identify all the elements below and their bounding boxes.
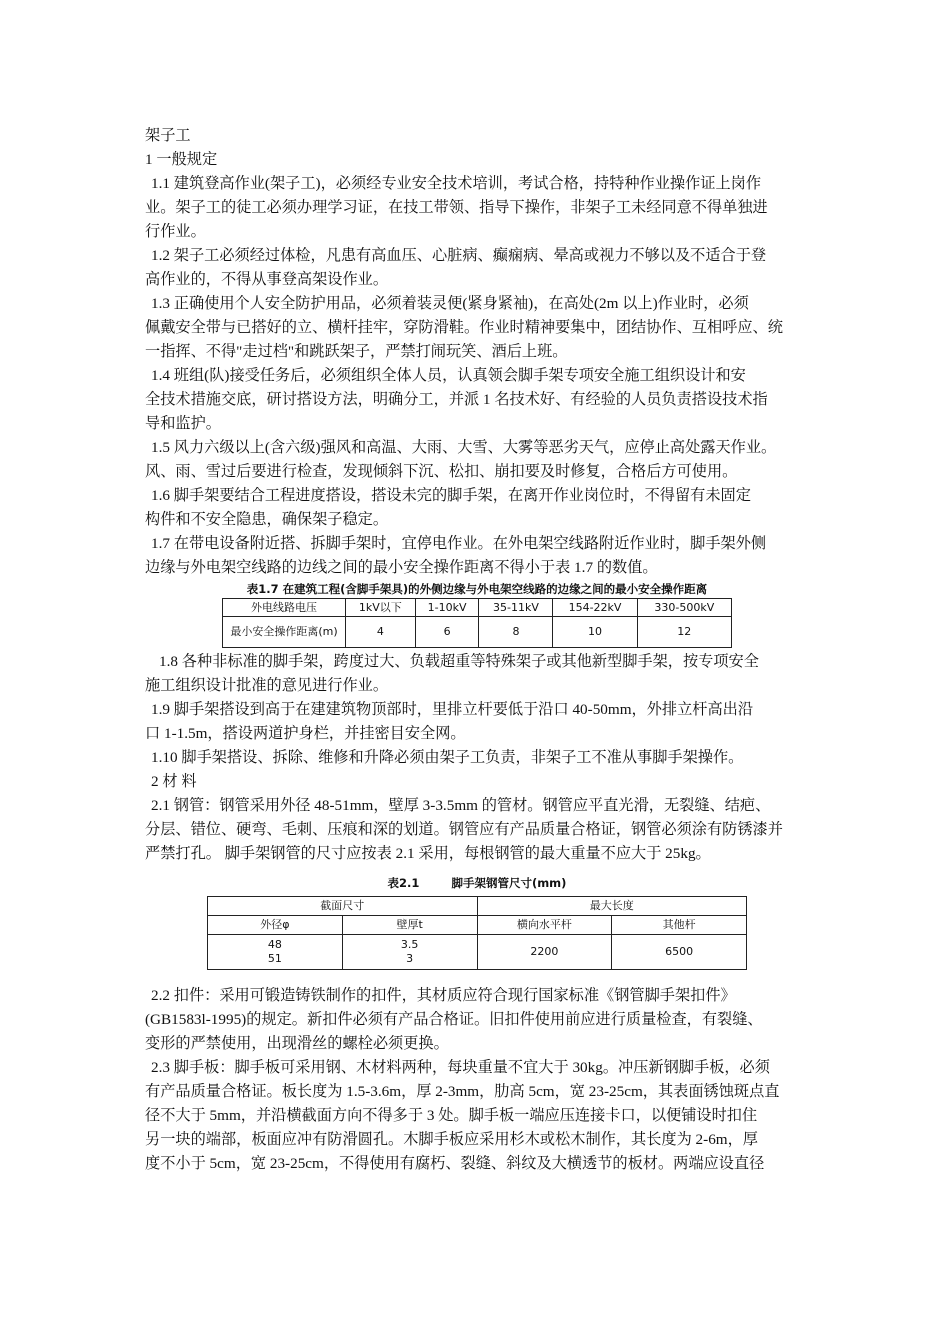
text-line: 分层、错位、硬弯、毛刺、压痕和深的划道。钢管应有产品质量合格证，钢管必须涂有防锈漆并 bbox=[145, 821, 783, 838]
text-line: 1.7 在带电设备附近搭、拆脚手架时，宜停电作业。在外电架空线路附近作业时，脚手架外侧 bbox=[151, 535, 767, 552]
section-heading-1: 1 一般规定 bbox=[145, 151, 218, 168]
cell-value: 48 bbox=[267, 938, 282, 951]
paragraph-1-8 bbox=[145, 650, 825, 698]
paragraph-1-9 bbox=[145, 698, 825, 746]
text-line: 另一块的端部，板面应冲有防滑圆孔。木脚手板应采用杉木或松木制作，其长度为 2-6m，厚 bbox=[145, 1131, 758, 1148]
text-line: 径不大于 5mm，并沿横截面方向不得多于 3 处。脚手板一端应压连接卡口，以便铺设时扣住 bbox=[145, 1107, 758, 1124]
text-line: 行作业。 bbox=[145, 223, 206, 240]
table-caption: 表2.1 脚手架钢管尺寸(mm) bbox=[387, 876, 567, 890]
table-row bbox=[208, 935, 747, 970]
paragraph-1-7 bbox=[145, 532, 825, 580]
cell-value: 51 bbox=[267, 952, 282, 965]
text-line: 施工组织设计批准的意见进行作业。 bbox=[145, 677, 388, 694]
table-cell: 4 bbox=[346, 617, 416, 648]
text-line: 风、雨、雪过后要进行检查，发现倾斜下沉、松扣、崩扣要及时修复，合格后方可使用。 bbox=[145, 463, 738, 480]
table-cell: 12 bbox=[637, 617, 731, 648]
paragraph-2-3 bbox=[145, 1056, 825, 1176]
table-row bbox=[208, 916, 747, 935]
text-line: 2.3 脚手板：脚手板可采用钢、木材料两种，每块重量不宜大于 30kg。冲压新钢脚手板，必须 bbox=[151, 1059, 770, 1076]
text-line: 1.1 建筑登高作业(架子工)，必须经专业安全技术培训，考试合格，持特种作业操作证上岗作 bbox=[151, 175, 762, 192]
paragraph-1-2 bbox=[145, 244, 825, 292]
table-cell: 横向水平杆 bbox=[477, 916, 612, 935]
text-line: 构件和不安全隐患，确保架子稳定。 bbox=[145, 511, 388, 528]
text-line: 变形的严禁使用，出现滑丝的螺栓必须更换。 bbox=[145, 1035, 449, 1052]
table-cell: 1kV以下 bbox=[346, 599, 416, 617]
table-2-1 bbox=[207, 872, 747, 970]
text-line: 全技术措施交底，研讨搭设方法，明确分工，并派 1 名技术好、有经验的人员负责搭设技术指 bbox=[145, 391, 768, 408]
table-cell: 1-10kV bbox=[415, 599, 479, 617]
table-cell: 2200 bbox=[477, 935, 612, 970]
text-line: 度不小于 5cm，宽 23-25cm，不得使用有腐朽、裂缝、斜纹及大横透节的板材。两端应设直径 bbox=[145, 1155, 765, 1172]
steel-pipe-table bbox=[207, 896, 747, 970]
text-line: 1.6 脚手架要结合工程进度搭设，搭设未完的脚手架，在离开作业岗位时，不得留有未固定 bbox=[151, 487, 751, 504]
text-line: 1.5 风力六级以上(含六级)强风和高温、大雨、大雪、大雾等恶劣天气，应停止高处露天作业。 bbox=[151, 439, 777, 456]
paragraph-1-1 bbox=[145, 172, 825, 244]
text-line: 1.9 脚手架搭设到高于在建建筑物顶部时，里排立杆要低于沿口 40-50mm，外排立杆高出沿 bbox=[151, 701, 754, 718]
text-line: 1.8 各种非标准的脚手架，跨度过大、负载超重等特殊架子或其他新型脚手架，按专项安全 bbox=[159, 653, 759, 670]
text-line: 高作业的，不得从事登高架设作业。 bbox=[145, 271, 388, 288]
table-row bbox=[208, 897, 747, 916]
distance-table bbox=[222, 598, 732, 648]
table-cell bbox=[342, 935, 477, 970]
text-line: 边缘与外电架空线路的边线之间的最小安全操作距离不得小于表 1.7 的数值。 bbox=[145, 559, 658, 576]
text-line: 一指挥、不得"走过档"和跳跃架子，严禁打闹玩笑、酒后上班。 bbox=[145, 343, 568, 360]
text-line: 2.2 扣件：采用可锻造铸铁制作的扣件，其材质应符合现行国家标准《钢管脚手架扣件》 bbox=[151, 987, 736, 1004]
table-cell: 154-22kV bbox=[553, 599, 637, 617]
paragraph-1-3 bbox=[145, 292, 825, 364]
section-heading-2: 2 材 料 bbox=[151, 773, 197, 790]
text-line: 严禁打孔。 脚手架钢管的尺寸应按表 2.1 采用，每根钢管的最大重量不应大于 25kg。 bbox=[145, 845, 711, 862]
table-row bbox=[223, 599, 732, 617]
table-cell: 8 bbox=[479, 617, 553, 648]
paragraph-2-1 bbox=[145, 794, 825, 866]
table-cell: 截面尺寸 bbox=[208, 897, 478, 916]
text-line: 1.2 架子工必须经过体检，凡患有高血压、心脏病、癫痫病、晕高或视力不够以及不适合于登 bbox=[151, 247, 767, 264]
paragraph-1-10: 1.10 脚手架搭设、拆除、维修和升降必须由架子工负责，非架子工不准从事脚手架操作。 bbox=[151, 749, 744, 766]
text-line: 业。架子工的徒工必须办理学习证，在技工带领、指导下操作，非架子工未经同意不得单独进 bbox=[145, 199, 768, 216]
table-cell: 最小安全操作距离(m) bbox=[223, 617, 346, 648]
text-line: (GB1583l-1995)的规定。新扣件必须有产品合格证。旧扣件使用前应进行质量检查，有裂缝、 bbox=[145, 1011, 763, 1028]
paragraph-1-6 bbox=[145, 484, 825, 532]
table-cell bbox=[208, 935, 343, 970]
table-1-7 bbox=[222, 580, 732, 648]
table-cell: 10 bbox=[553, 617, 637, 648]
table-cell: 其他杆 bbox=[612, 916, 747, 935]
text-line: 2.1 钢管：钢管采用外径 48-51mm，壁厚 3-3.5mm 的管材。钢管应平直光滑，无裂缝、结疤、 bbox=[151, 797, 771, 814]
paragraph-2-2 bbox=[145, 984, 825, 1056]
text-line: 1.3 正确使用个人安全防护用品，必须着装灵便(紧身紧袖)，在高处(2m 以上)作业时，必须 bbox=[151, 295, 749, 312]
paragraph-1-4 bbox=[145, 364, 825, 436]
text-line: 有产品质量合格证。板长度为 1.5-3.6m，厚 2-3mm，肋高 5cm，宽 23-25cm，其表面锈蚀斑点直 bbox=[145, 1083, 780, 1100]
table-cell: 外径φ bbox=[208, 916, 343, 935]
table-cell: 35-11kV bbox=[479, 599, 553, 617]
text-line: 口 1-1.5m，搭设两道护身栏，并挂密目安全网。 bbox=[145, 725, 466, 742]
text-line: 佩戴安全带与已搭好的立、横杆挂牢，穿防滑鞋。作业时精神要集中，团结协作、互相呼应、统 bbox=[145, 319, 783, 336]
document-page bbox=[145, 124, 825, 1176]
cell-value: 3 bbox=[406, 952, 414, 965]
cell-value: 3.5 bbox=[400, 938, 419, 951]
paragraph-1-5 bbox=[145, 436, 825, 484]
text-line: 导和监护。 bbox=[145, 415, 221, 432]
table-cell: 最大长度 bbox=[477, 897, 747, 916]
table-cell: 6500 bbox=[612, 935, 747, 970]
table-caption: 表1.7 在建筑工程(含脚手架具)的外侧边缘与外电架空线路的边缘之间的最小安全操作距离 bbox=[246, 582, 708, 596]
table-cell: 壁厚t bbox=[342, 916, 477, 935]
table-cell: 外电线路电压 bbox=[223, 599, 346, 617]
text-line: 1.4 班组(队)接受任务后，必须组织全体人员，认真领会脚手架专项安全施工组织设计和安 bbox=[151, 367, 746, 384]
table-cell: 330-500kV bbox=[637, 599, 731, 617]
table-row bbox=[223, 617, 732, 648]
doc-title: 架子工 bbox=[145, 127, 191, 144]
table-cell: 6 bbox=[415, 617, 479, 648]
